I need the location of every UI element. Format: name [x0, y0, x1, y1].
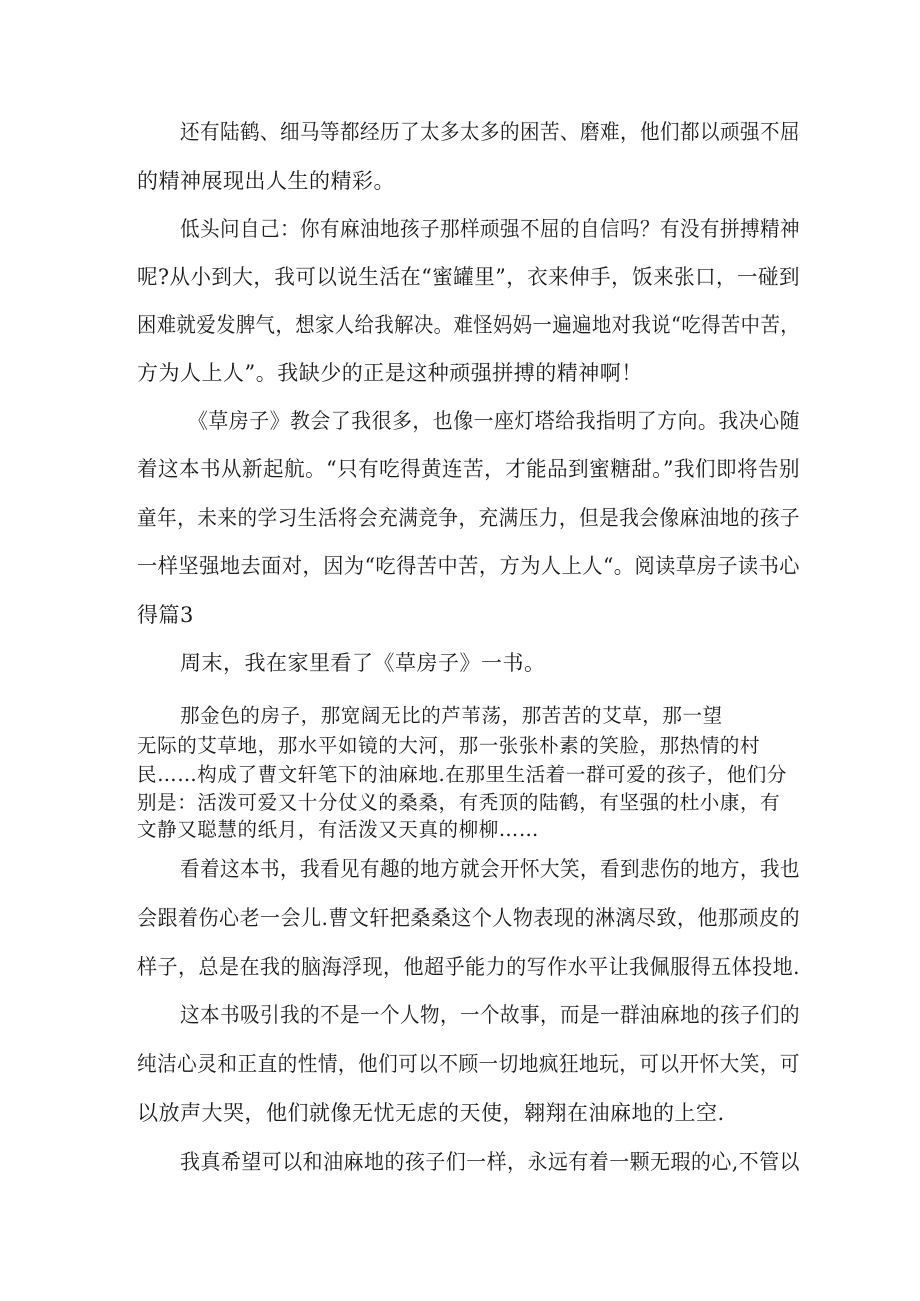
text-line: 呢?从小到大，我可以说生活在“蜜罐里”，衣来伸手，饭来张口，一碰到: [137, 265, 801, 289]
text-line: 看着这本书，我看见有趣的地方就会开怀大笑，看到悲伤的地方，我也: [180, 857, 800, 881]
text-line: 困难就爱发脾气，想家人给我解决。难怪妈妈一遍遍地对我说“吃得苦中苦，: [137, 313, 801, 337]
text-line: 我真希望可以和油麻地的孩子们一样，永远有着一颗无瑕的心,不管以: [180, 1150, 800, 1174]
text-line: 民……构成了曹文轩笔下的油麻地.在那里生活着一群可爱的孩子，他们分: [137, 763, 787, 786]
text-line: 的精神展现出人生的精彩。: [137, 169, 395, 193]
text-line: 一样坚强地去面对，因为“吃得苦中苦，方为人上人“。阅读草房子读书心: [137, 554, 801, 578]
text-line: 纯洁心灵和正直的性情，他们可以不顾一切地疯狂地玩，可以开怀大笑，可: [137, 1052, 801, 1076]
text-line: 着这本书从新起航。“只有吃得黄连苦，才能品到蜜糖甜。”我们即将告别: [137, 457, 801, 481]
text-line: 童年，未来的学习生活将会充满竞争，充满压力，但是我会像麻油地的孩子: [137, 506, 801, 530]
text-line: 无际的艾草地，那水平如镜的大河，那一张张朴素的笑脸，那热情的村: [137, 734, 761, 757]
text-line: 会跟着伤心老一会儿.曹文轩把桑桑这个人物表现的淋漓尽致，他那顽皮的: [137, 906, 801, 930]
text-line: 还有陆鹤、细马等都经历了太多太多的困苦、磨难，他们都以顽强不屈: [180, 120, 800, 144]
text-line: 以放声大哭，他们就像无忧无虑的天使，翱翔在油麻地的上空.: [137, 1101, 725, 1125]
text-line: 那金色的房子，那宽阔无比的芦苇荡，那苦苦的艾草，那一望: [180, 704, 723, 727]
text-line: 样子，总是在我的脑海浮现，他超乎能力的写作水平让我佩服得五体投地.: [137, 955, 801, 979]
text-line: 《草房子》教会了我很多，也像一座灯塔给我指明了方向。我决心随: [188, 409, 800, 433]
text-line: 文静又聪慧的纸月，有活泼又天真的柳柳……: [137, 818, 540, 841]
text-line: 得篇3: [137, 603, 194, 627]
text-line: 周末，我在家里看了《草房子》一书。: [180, 651, 546, 675]
text-line: 这本书吸引我的不是一个人物，一个故事，而是一群油麻地的孩子们的: [180, 1003, 800, 1027]
text-line: 低头问自己：你有麻油地孩子那样顽强不屈的自信吗？有没有拼搏精神: [180, 217, 800, 241]
text-line: 别是：活泼可爱又十分仗义的桑桑，有秃顶的陆鹤，有坚强的杜小康，有: [137, 791, 781, 814]
text-line: 方为人上人”。我缺少的正是这种顽强拼搏的精神啊！: [137, 361, 643, 385]
